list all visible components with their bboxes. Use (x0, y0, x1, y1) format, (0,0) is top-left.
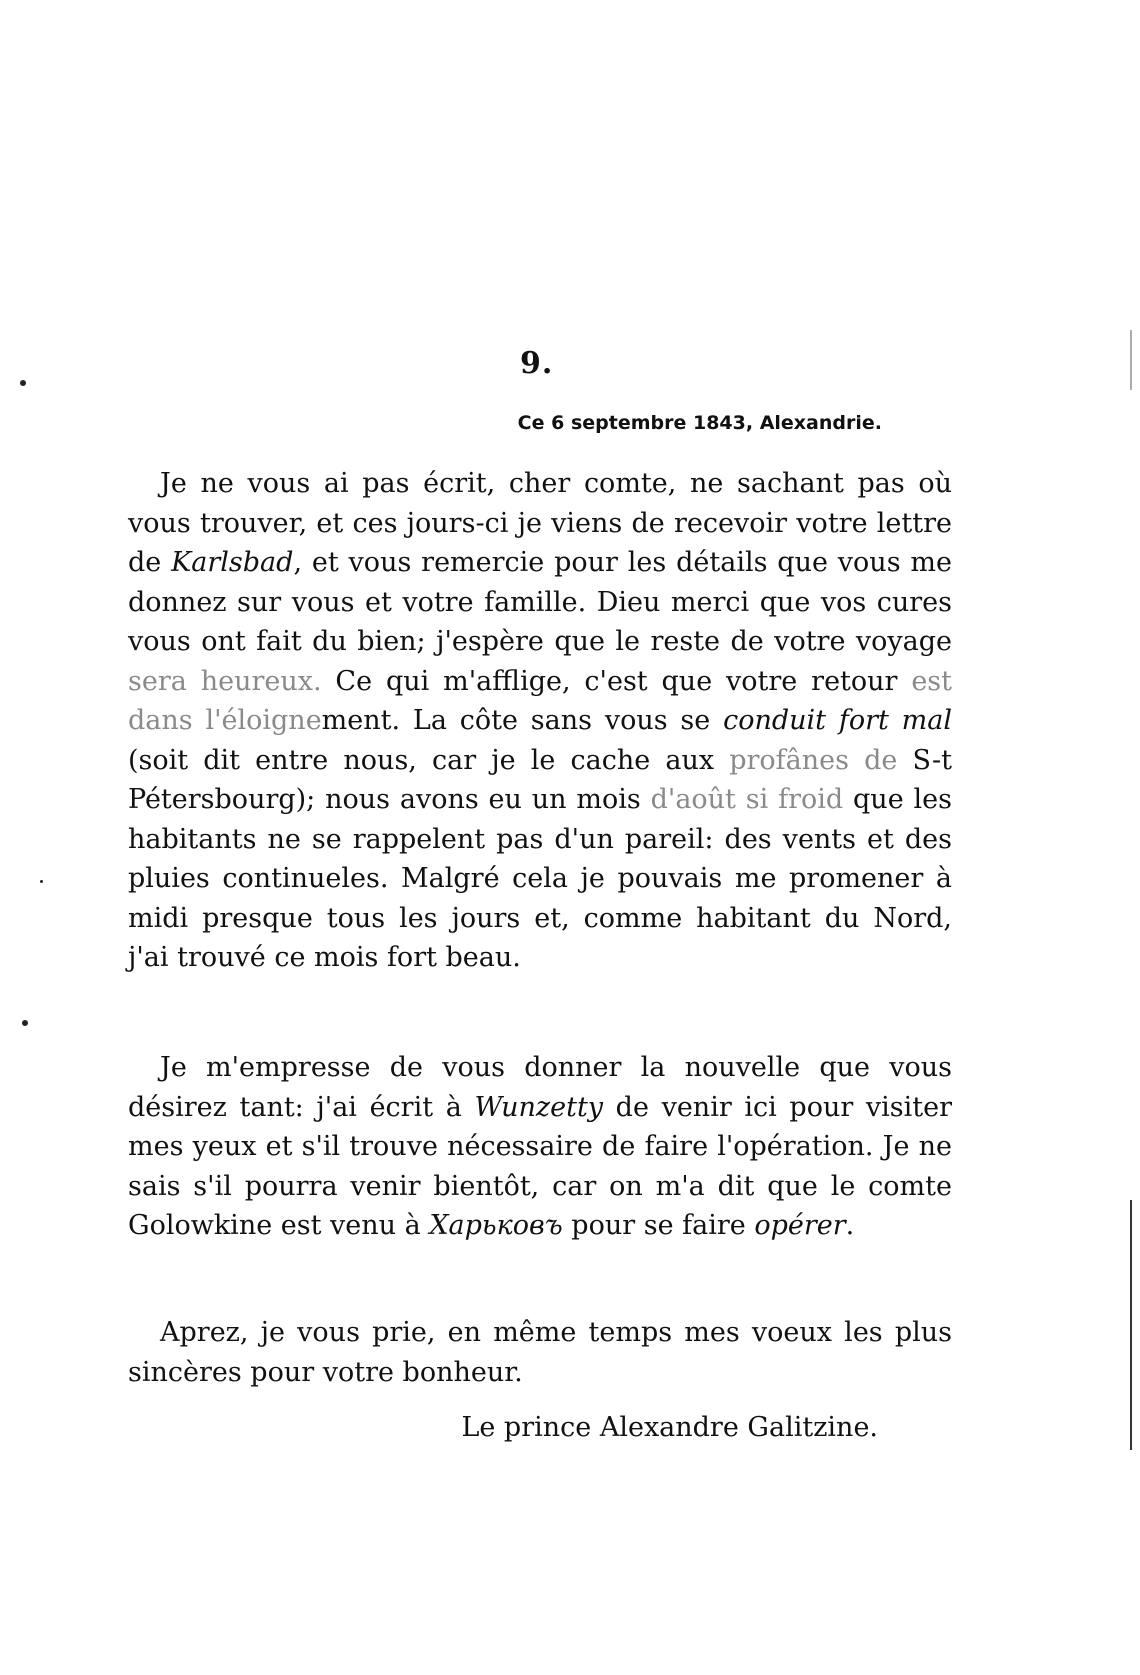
scan-edge-line (1130, 1200, 1132, 1450)
italic-run: Karlsbad (171, 547, 294, 578)
scan-speck (22, 1020, 28, 1026)
italic-run: Wunzetty (474, 1091, 604, 1123)
faded-run: est dans l'éloigne (128, 665, 953, 736)
letter-paragraph-1 (128, 464, 952, 978)
faded-run: profânes de (729, 744, 898, 776)
text-run: (soit dit entre nous, car je le cache aux (128, 744, 730, 776)
scan-speck (20, 380, 26, 386)
text-run: Je m'empresse de vous donner la nouvelle que vous désirez tant: j'ai écrit à (128, 1052, 952, 1123)
text-run: S-t Pétersbourg); nous avons eu un mois (128, 744, 953, 815)
dateline: Ce 6 septembre 1843, Alexandrie. (517, 412, 882, 434)
text-run: de venir ici pour visiter mes yeux et s'il trouve nécessaire de faire l'opération. Je ne sais s'il pourra venir bientôt, car on m'a dit que le comte Golowkine est venu à (128, 1091, 952, 1241)
letter-paragraph-3 (128, 1313, 952, 1392)
scan-edge-line (1130, 330, 1132, 390)
italic-run: conduit fort mal (723, 705, 953, 736)
text-run: pour se faire (562, 1210, 755, 1241)
text-run: Ce qui m'afflige, c'est que votre retour (321, 665, 912, 697)
scan-speck (40, 880, 43, 883)
letter-paragraph-2 (128, 1048, 952, 1246)
page-number: 9. (520, 346, 554, 381)
signature: Le prince Alexandre Galitzine. (461, 1412, 878, 1443)
text-run: . (845, 1210, 855, 1241)
faded-run: sera heureux. (128, 665, 322, 697)
text-run: ment. La côte sans vous se (321, 705, 724, 736)
italic-run: opérer (754, 1210, 846, 1241)
italic-run: Харьковъ (429, 1210, 563, 1241)
text-run: Je ne vous ai pas écrit, cher comte, ne sachant pas où vous trouver, et ces jours-ci je viens de recevoir votre lettre de (128, 468, 952, 578)
faded-run: d'août si froid (650, 784, 844, 815)
text-run: , et vous remercie pour les détails que vous me donnez sur vous et votre famille. Dieu merci que vos cures vous ont fait du bien; j'espère que le reste de votre voyage (128, 547, 952, 657)
text-run: Aprez, je vous prie, en même temps mes voeux les plus sincères pour votre bonheur. (128, 1317, 952, 1388)
text-run: que les habitants ne se rappelent pas d'un pareil: des vents et des pluies continueles. Malgré cela je pouvais me promener à midi presque tous les jours et, comme habitant du Nord, j'ai trouvé ce mois fort beau. (128, 784, 952, 973)
